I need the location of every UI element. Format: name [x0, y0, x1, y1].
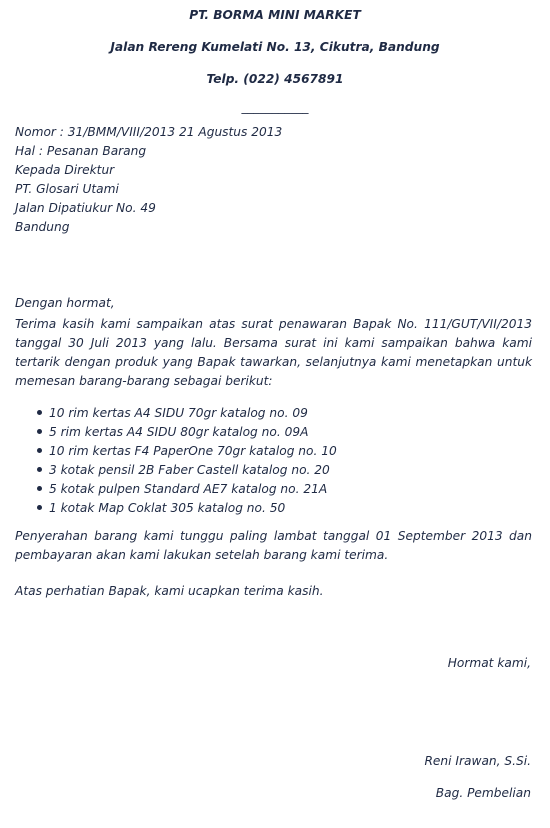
company-phone: Telp. (022) 4567891	[206, 72, 344, 86]
delivery-paragraph	[15, 527, 532, 565]
signer-name: Reni Irawan, S.Si.	[424, 754, 531, 768]
signer-department: Bag. Pembelian	[435, 786, 531, 800]
list-item: 3 kotak pensil 2B Faber Castell katalog no. 20	[37, 461, 337, 480]
greeting: Dengan hormat,	[15, 296, 115, 310]
recipient-street: Jalan Dipatiukur No. 49	[15, 201, 156, 215]
closing-sentence: Atas perhatian Bapak, kami ucapkan terima kasih.	[15, 584, 324, 598]
company-address: Jalan Rereng Kumelati No. 13, Cikutra, Bandung	[110, 40, 440, 54]
delivery-line: pembayaran akan kami lakukan setelah barang kami terima.	[15, 548, 389, 562]
intro-line: tertarik dengan produk yang Bapak tawarkan, selanjutnya kami menetapkan untuk	[15, 355, 532, 369]
company-name: PT. BORMA MINI MARKET	[189, 8, 361, 22]
order-item-list	[37, 404, 337, 518]
list-item: 10 rim kertas F4 PaperOne 70gr katalog no. 10	[37, 442, 337, 461]
letter-subject: Hal : Pesanan Barang	[15, 144, 147, 158]
bullet-icon	[37, 467, 42, 472]
intro-line: tanggal 30 Juli 2013 yang lalu. Bersama surat ini kami sampaikan bahwa kami	[15, 336, 532, 350]
list-item: 10 rim kertas A4 SIDU 70gr katalog no. 09	[37, 404, 337, 423]
recipient-company: PT. Glosari Utami	[15, 182, 119, 196]
letter-number: Nomor : 31/BMM/VIII/2013 21 Agustus 2013	[15, 125, 283, 139]
intro-line: Terima kasih kami sampaikan atas surat penawaran Bapak No. 111/GUT/VII/2013	[15, 317, 532, 331]
signature-salutation: Hormat kami,	[447, 656, 531, 670]
bullet-icon	[37, 505, 42, 510]
recipient-title: Kepada Direktur	[15, 163, 115, 177]
list-item: 1 kotak Map Coklat 305 katalog no. 50	[37, 499, 337, 518]
intro-paragraph	[15, 315, 532, 391]
bullet-icon	[37, 410, 42, 415]
bullet-icon	[37, 486, 42, 491]
list-item: 5 rim kertas A4 SIDU 80gr katalog no. 09A	[37, 423, 337, 442]
header-separator: ___________	[241, 100, 309, 114]
delivery-line: Penyerahan barang kami tunggu paling lambat tanggal 01 September 2013 dan	[15, 529, 532, 543]
intro-line: memesan barang-barang sebagai berikut:	[15, 374, 273, 388]
bullet-icon	[37, 429, 42, 434]
bullet-icon	[37, 448, 42, 453]
list-item: 5 kotak pulpen Standard AE7 katalog no. 21A	[37, 480, 337, 499]
recipient-city: Bandung	[15, 220, 70, 234]
